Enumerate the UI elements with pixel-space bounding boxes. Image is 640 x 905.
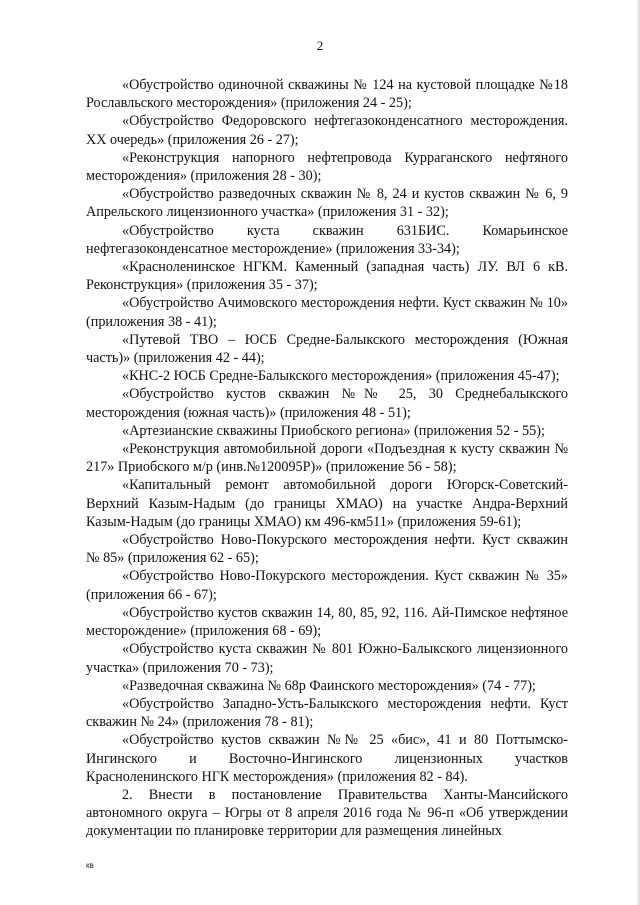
list-item: «Артезианские скважины Приобского региона» (приложения 52 - 55); [122,422,545,439]
list-item: «Обустройство кустов скважин №№ 25, 30 Среднебалыкского месторождения (южная часть)» (приложения 48 - 51); [86,386,568,421]
list-item: «Путевой ТВО – ЮСБ Средне-Балыкского месторождения (Южная часть)» (приложения 42 - 44); [86,331,568,367]
list-item: «Обустройство Ново-Покурского месторождения. Куст скважин № 35» (приложения 66 - 67); [86,568,568,603]
list-item: «Обустройство кустов скважин №№ 25 «бис», 41 и 80 Поттымско-Ингинского и Восточно-Ингинского лицензионных участков Красноленинского НГК месторождения» (приложения 82 - 84). [86,732,568,785]
list-item: «Обустройство Ново-Покурского месторождения нефти. Куст скважин № 85» (приложения 62 - 65); [86,532,568,567]
list-item: «Реконструкция напорного нефтепровода Курраганского нефтяного месторождения» (приложения 28 - 30); [86,149,568,185]
list-item: «Обустройство одиночной скважины № 124 на кустовой площадке №18 Рославльского месторождения» (приложения 24 - 25); [86,77,568,112]
list-item: «Красноленинское НГКМ. Каменный (западная часть) ЛУ. ВЛ 6 кВ. Реконструкция» (приложения 35 - 37); [86,259,568,294]
list-item: «КНС-2 ЮСБ Средне-Балыкского месторождения» (приложения 45-47); [122,368,560,385]
list-item: «Обустройство куста скважин № 801 Южно-Балыкского лицензионного участка» (приложения 70 - 73); [86,641,568,676]
list-item: «Обустройство Западно-Усть-Балыкского месторождения нефти. Куст скважин № 24» (приложения 78 - 81); [86,695,568,731]
list-item: «Обустройство кустов скважин 14, 80, 85, 92, 116. Ай-Пимское нефтяное месторождение» (приложения 68 - 69); [86,604,568,640]
document-body [86,76,568,841]
list-item: «Обустройство разведочных скважин № 8, 24 и кустов скважин № 6, 9 Апрельского лицензионного участка» (приложения 31 - 32); [86,186,568,221]
section-paragraph: 2. Внести в постановление Правительства Ханты-Мансийского автономного округа – Югры от 8 апреля 2016 года № 96-п «Об утверждении документации по планировке территории для размещения линейных [86,786,568,840]
list-item: «Капитальный ремонт автомобильной дороги Югорск-Советский-Верхний Казым-Надым (до границы ХМАО) на участке Андра-Верхний Казым-Надым (до границы ХМАО) км 496-км511» (приложения 59-61); [86,477,568,530]
list-item: «Обустройство Ачимовского месторождения нефти. Куст скважин № 10» (приложения 38 - 41); [86,295,568,330]
list-item: «Обустройство куста скважин 631БИС. Комарьинское нефтегазоконденсатное месторождение» (приложения 33-34); [86,222,568,257]
footer-mark: кв [86,861,94,870]
page-number: 2 [316,38,324,53]
list-item: «Обустройство Федоровского нефтегазоконденсатного месторождения. XX очередь» (приложения 26 - 27); [86,113,568,148]
list-item: «Разведочная скважина № 68р Фаинского месторождения» (74 - 77); [122,677,536,694]
list-item: «Реконструкция автомобильной дороги «Подъездная к кусту скважин № 217» Приобского м/р (инв.№120095Р)» (приложение 56 - 58); [86,441,568,476]
